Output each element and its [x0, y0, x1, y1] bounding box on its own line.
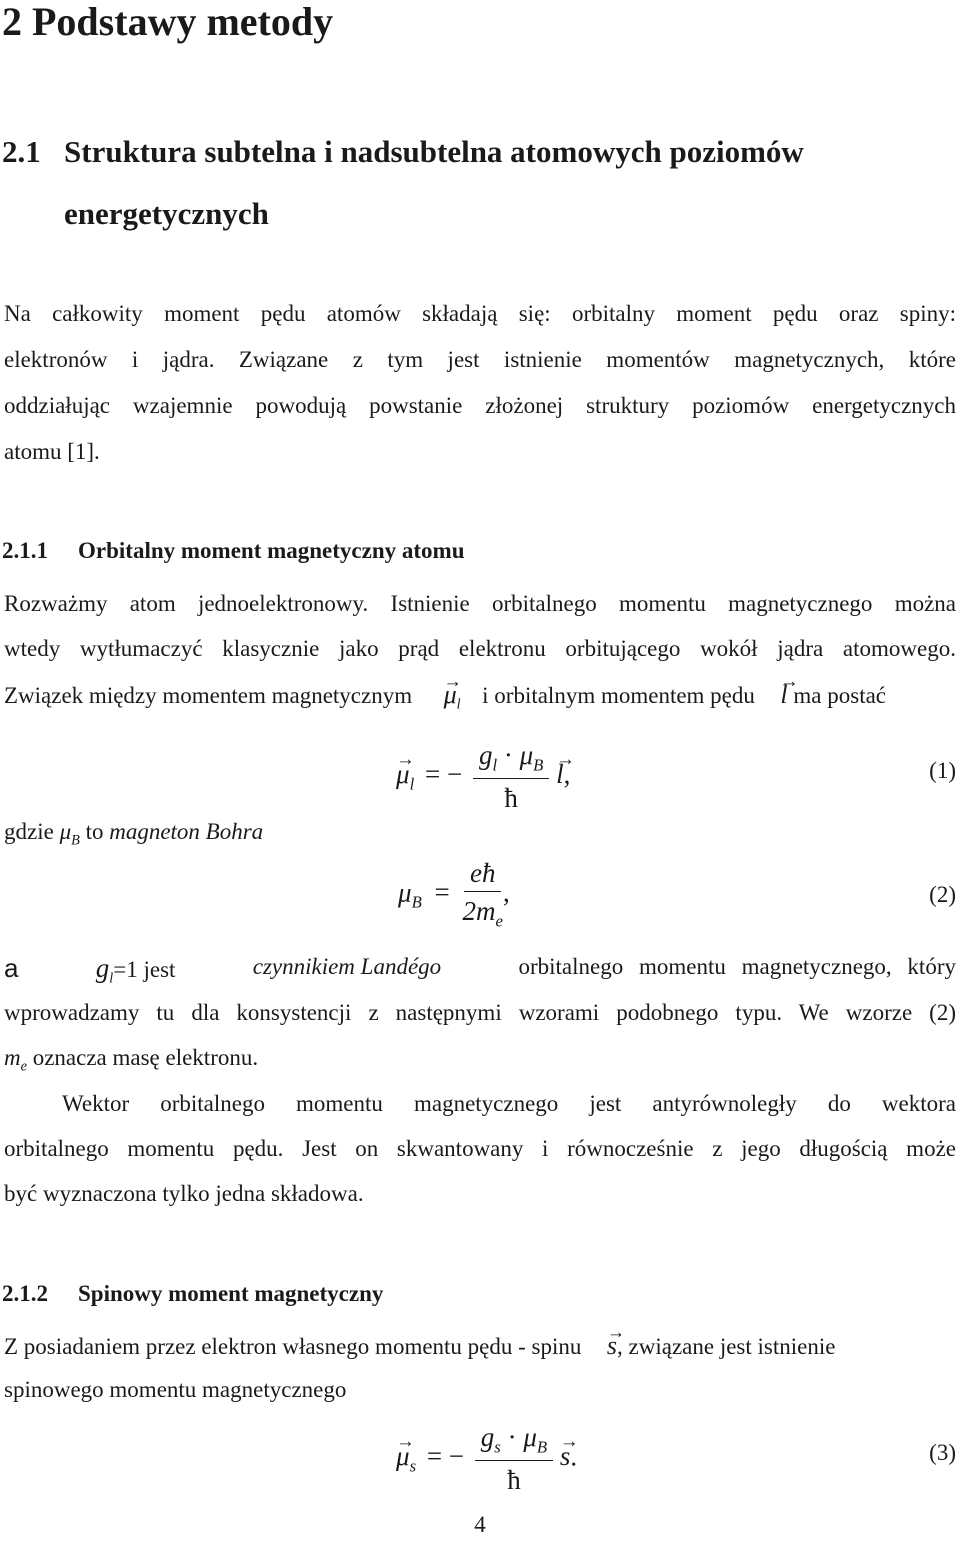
- intro-line-1: Na całkowity moment pędu atomów składają się: orbitalny moment pędu oraz spiny:: [4, 301, 956, 326]
- equation-2: $\mu_B$ = $\frac{eħ}{2m_e}$ ,: [398, 858, 510, 931]
- l-vector-symbol: → l: [780, 682, 787, 708]
- chapter-heading: [2, 2, 333, 42]
- p3-line-1: Wektor orbitalnego momentu magnetycznego jest antyrównoległy do wektora: [62, 1091, 956, 1116]
- subsection-title: Orbitalny moment magnetyczny atomu: [78, 538, 465, 563]
- section-heading: [2, 133, 804, 170]
- subsection-number: 2.1.2: [2, 1281, 48, 1306]
- subsection-title: Spinowy moment magnetyczny: [78, 1281, 384, 1306]
- intro-line-3: oddziałując wzajemnie powodują powstanie złożonej struktury poziomów energetycznych: [4, 393, 956, 418]
- equation-3: → $\mu_s$ = − $\frac{g_s \cdot \mu_B}{ħ}$ → s.: [396, 1424, 577, 1494]
- intro-line-2: elektronów i jądra. Związane z tym jest istnienie momentów magnetycznych, które: [4, 347, 956, 372]
- equation-3-number: (3): [929, 1440, 956, 1465]
- p2-line-1: a $g_l=1$ jest czynnikiem Landégo orbitalnego momentu magnetycznego, który: [4, 953, 956, 987]
- subsection-heading-1: [2, 539, 465, 562]
- p2-line-3: $m_e$ oznacza masę elektronu.: [4, 1045, 259, 1075]
- p1-line-1: Rozważmy atom jednoelektronowy. Istnienie orbitalnego momentu magnetycznego można: [4, 591, 956, 616]
- p1-line-2: wtedy wytłumaczyć klasycznie jako prąd elektronu orbitującego wokół jądra atomowego.: [4, 636, 956, 661]
- equation-2-number: (2): [929, 882, 956, 907]
- subsection-number: 2.1.1: [2, 538, 48, 563]
- page-number: 4: [474, 1512, 486, 1537]
- s-vector-symbol: → s: [607, 1333, 617, 1359]
- chapter-title: Podstawy metody: [32, 0, 334, 44]
- section-title-line1: Struktura subtelna i nadsubtelna atomowych poziomów: [64, 134, 804, 169]
- chapter-number: 2: [2, 0, 22, 44]
- gdzie-line: gdzie $\mu_B$ to magneton Bohra: [4, 819, 264, 849]
- subsection-heading-2: [2, 1282, 383, 1305]
- intro-line-4: atomu [1].: [4, 439, 100, 464]
- equation-1-number: (1): [929, 758, 956, 783]
- equation-1: → $\mu_l$ = − $\frac{g_l \cdot \mu_B}{ħ}$ → l,: [396, 742, 570, 812]
- p2-line-2: wprowadzamy tu dla konsystencji z następnymi wzorami podobnego typu. We wzorze (2): [4, 1000, 956, 1025]
- s2-line-1: Z posiadaniem przez elektron własnego momentu pędu - spinu → s, związane jest istnienie: [4, 1333, 956, 1359]
- s2-line-2: spinowego momentu magnetycznego: [4, 1377, 347, 1402]
- section-number: 2.1: [2, 134, 41, 169]
- p3-line-3: być wyznaczona tylko jedna składowa.: [4, 1181, 364, 1206]
- p3-line-2: orbitalnego momentu pędu. Jest on skwantowany i równocześnie z jego długością może: [4, 1136, 956, 1161]
- mu-l-symbol: → μ: [444, 682, 457, 708]
- p1-line-3: Związek między momentem magnetycznym → $\mu_l$ i orbitalnym momentem pędu → l ma postać: [4, 682, 956, 712]
- section-title-line2: energetycznych: [64, 196, 269, 231]
